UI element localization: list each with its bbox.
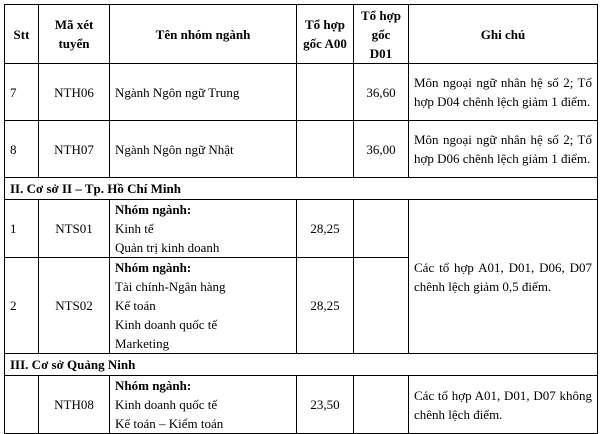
cell-code: NTS01 [39,200,110,258]
header-row [5,5,598,64]
cell-code: NTS02 [39,258,110,354]
major-item: Quản trị kinh doanh [115,240,220,255]
header-d01: Tổ hợp gốc D01 [354,5,409,64]
cell-note: Môn ngoại ngữ nhân hệ số 2; Tổ hợp D04 chênh lệch giảm 1 điểm. [409,64,598,121]
cell-note: Các tổ hợp A01, D01, D07 không chênh lệch điểm. [409,376,598,434]
cell-name: Ngành Ngôn ngữ Trung [110,64,297,121]
major-item: Kế toán [115,298,156,313]
group-label: Nhóm ngành: [115,260,192,275]
header-name: Tên nhóm ngành [110,5,297,64]
cell-stt [5,376,39,434]
cell-code: NTH07 [39,121,110,178]
cell-name [110,258,297,354]
cell-d01 [354,200,409,258]
cell-a00: 28,25 [297,200,354,258]
major-item: Marketing [115,336,170,351]
cell-d01: 36,60 [354,64,409,121]
cell-a00: 28,25 [297,258,354,354]
cell-stt: 8 [5,121,39,178]
table-row [5,376,598,434]
cell-a00 [297,64,354,121]
cell-d01 [354,376,409,434]
header-stt: Stt [5,5,39,64]
cell-d01 [354,258,409,354]
cell-code: NTH08 [39,376,110,434]
major-item: Kinh doanh quốc tế [115,317,218,332]
cell-note: Môn ngoại ngữ nhân hệ số 2; Tổ hợp D06 chênh lệch giảm 1 điểm. [409,121,598,178]
cell-stt: 2 [5,258,39,354]
group-label: Nhóm ngành: [115,202,192,217]
major-item: Kinh tế [115,221,154,236]
cell-stt: 7 [5,64,39,121]
section-title: III. Cơ sở Quảng Ninh [5,354,598,376]
header-code: Mã xét tuyển [39,5,110,64]
admission-score-table [4,4,598,434]
cell-code: NTH06 [39,64,110,121]
cell-stt: 1 [5,200,39,258]
table-row [5,121,598,178]
cell-a00: 23,50 [297,376,354,434]
section-row [5,178,598,200]
section-title: II. Cơ sở II – Tp. Hồ Chí Minh [5,178,598,200]
cell-name: Ngành Ngôn ngữ Nhật [110,121,297,178]
header-a00: Tổ hợp gốc A00 [297,5,354,64]
header-note: Ghi chú [409,5,598,64]
cell-name [110,200,297,258]
major-item: Kinh doanh quốc tế [115,397,218,412]
section-row [5,354,598,376]
major-item: Tài chính-Ngân hàng [115,279,226,294]
table-row [5,64,598,121]
group-label: Nhóm ngành: [115,378,192,393]
major-item: Kế toán – Kiểm toán [115,416,224,431]
cell-a00 [297,121,354,178]
cell-shared-note: Các tổ hợp A01, D01, D06, D07 chênh lệch giảm 0,5 điểm. [409,200,598,354]
cell-name [110,376,297,434]
cell-d01: 36,00 [354,121,409,178]
table-row [5,200,598,258]
